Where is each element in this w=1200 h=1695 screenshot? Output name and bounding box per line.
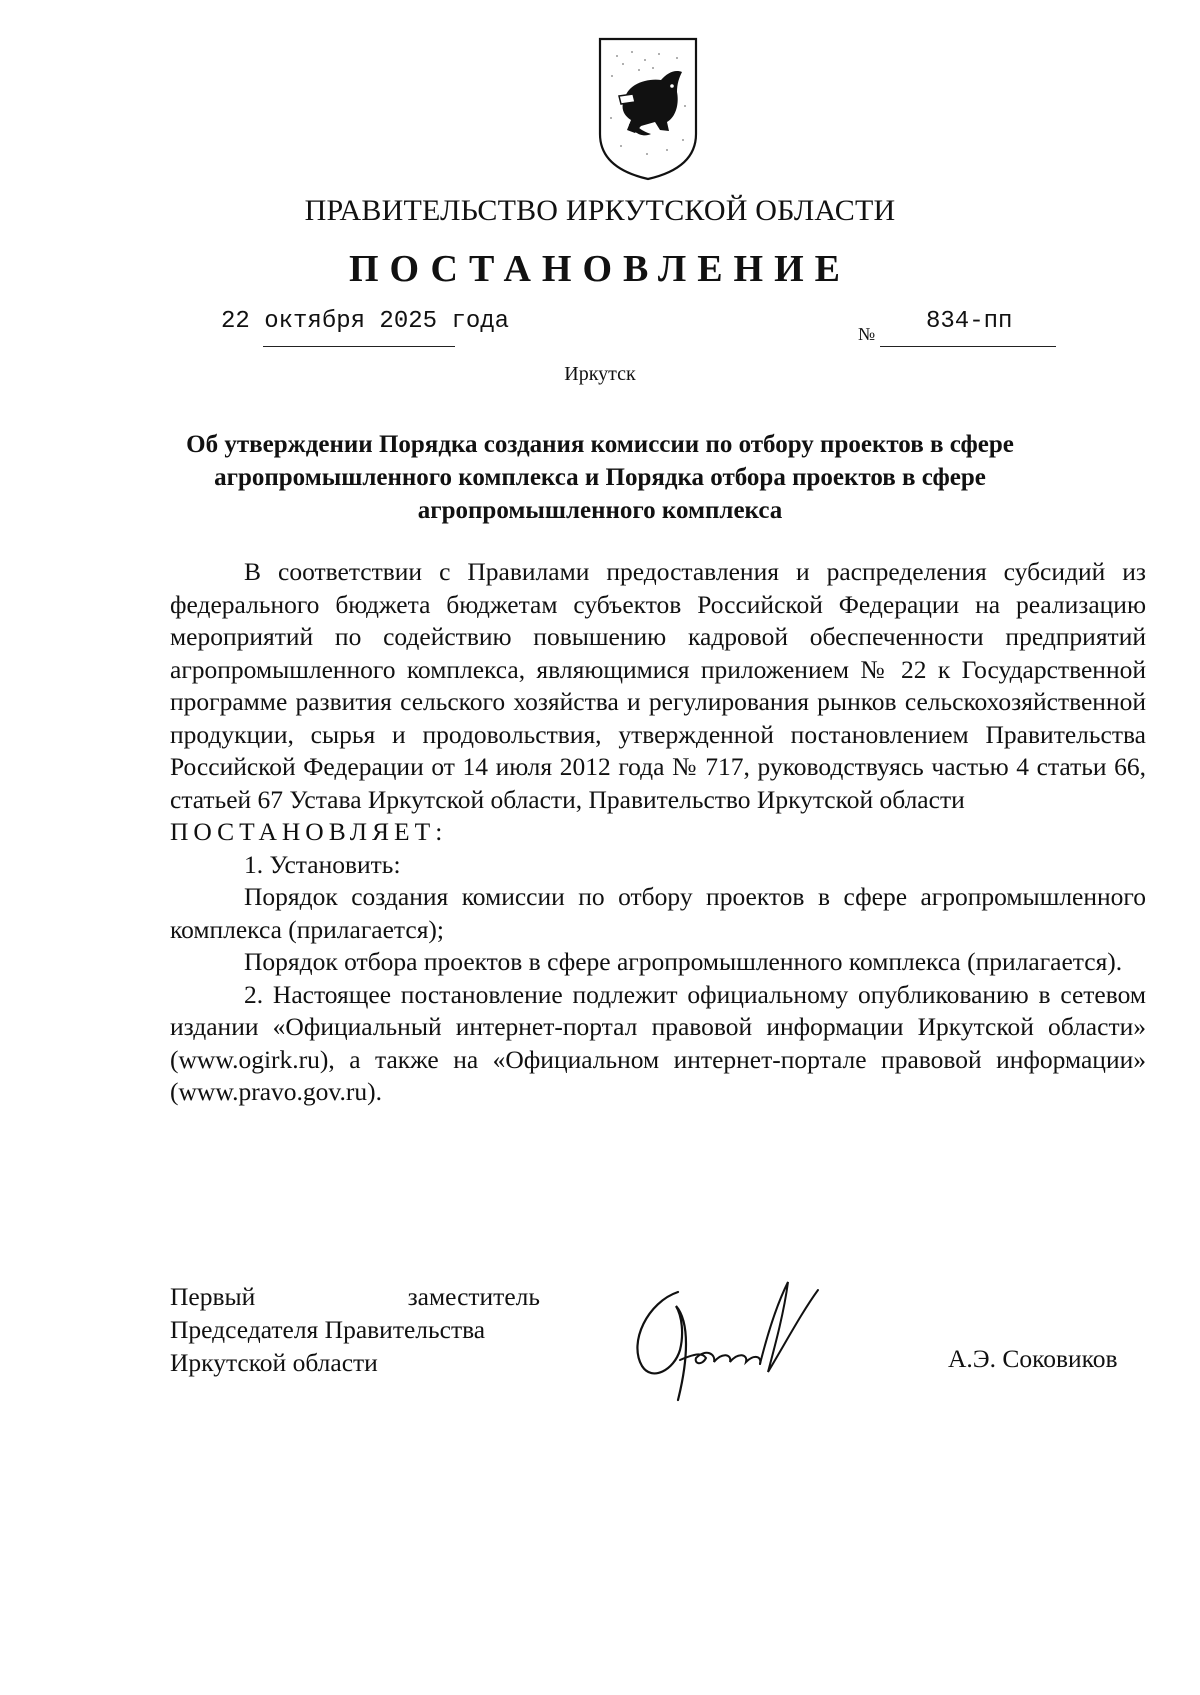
document-date: 22 октября 2025 года [221,308,510,335]
document-type: ПОСТАНОВЛЕНИЕ [348,248,852,290]
item-2: 2. Настоящее постановление подлежит официальному опубликованию в сетевом издании «Официальный интернет-портал правовой информации Иркутской области» (www.ogirk.ru), а также на «Официальном интернет-портале правовой информации» (www.pravo.gov.ru). [170,979,1146,1106]
preamble-paragraph: В соответствии с Правилами предоставления и распределения субсидий из федерального бюджета бюджетам субъектов Российской Федерации на реализацию мероприятий по содействию повышению кадровой обеспеченности предприятий агропромышленного комплекса, являющимися приложением № 22 к Государственной программе развития сельского хозяйства и регулирования рынков сельскохозяйственной продукции, сырья и продовольствия, утвержденной постановлением Правительства Российской Федерации от 14 июля 2012 года № 717, руководствуясь частью 4 статьи 66, статьей 67 Устава Иркутской области, Правительство Иркутской области [170,557,1146,814]
signatory-name: А.Э. Соковиков [948,1344,1118,1373]
position-word-1: Первый [170,1282,256,1311]
position-line-2: Председателя Правительства [170,1315,486,1344]
number-label: № [858,324,876,344]
position-line-3: Иркутской области [170,1348,378,1377]
item-1-b: Порядок отбора проектов в сфере агропромышленного комплекса (прилагается). [244,947,1123,976]
signatory-position [170,1280,540,1379]
document-number: 834-пп [926,308,1013,335]
number-underline [880,346,1056,347]
city: Иркутск [564,363,636,385]
handwritten-signature [618,1262,858,1412]
item-1-a: Порядок создания комиссии по отбору проектов в сфере агропромышленного комплекса (прилагается); [170,882,1146,944]
document-body [170,556,1146,1109]
position-word-2: заместитель [407,1282,540,1311]
position-line-1 [170,1280,540,1313]
item-1: 1. Установить: [244,849,401,879]
decree-word: ПОСТАНОВЛЯЕТ: [170,817,448,846]
document-title: Об утверждении Порядка создания комиссии по отбору проектов в сфере агропромышленного комплекса и Порядка отбора проектов в сфере агропромышленного комплекса [186,431,1014,524]
coat-of-arms-icon [597,36,699,182]
government-name: ПРАВИТЕЛЬСТВО ИРКУТСКОЙ ОБЛАСТИ [304,194,896,227]
date-underline [263,346,455,347]
